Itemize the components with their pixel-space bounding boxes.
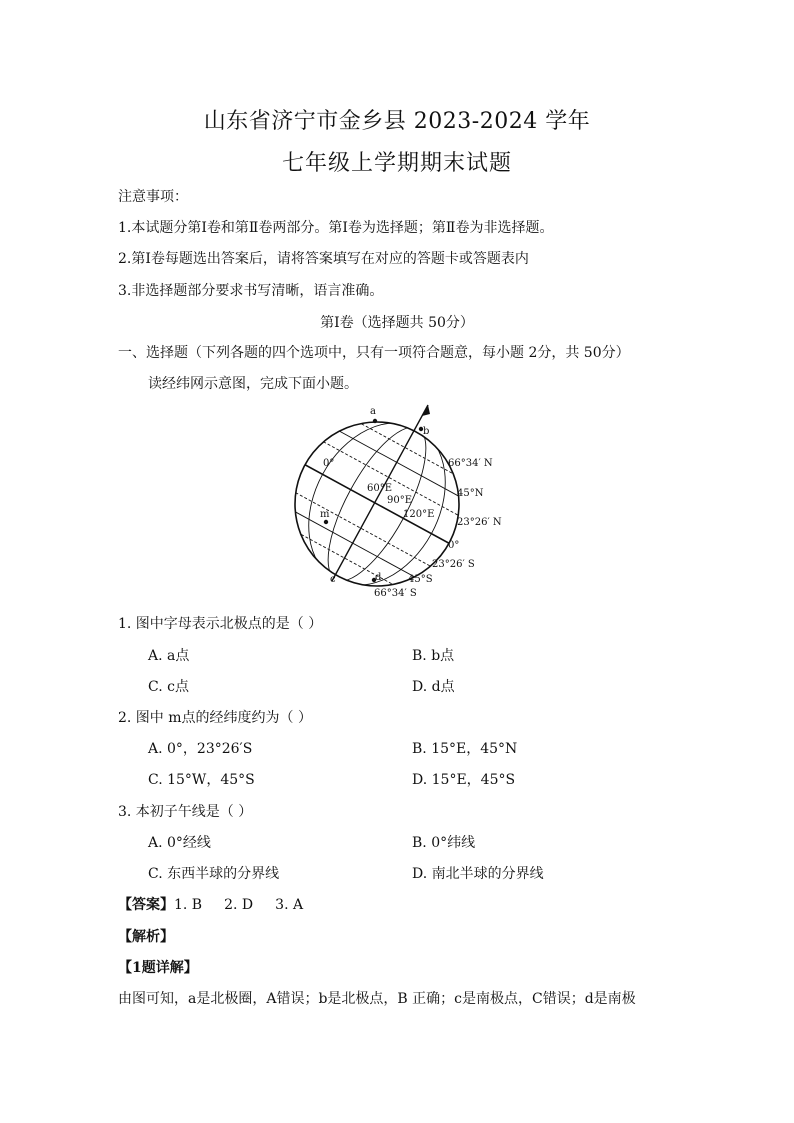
q1-option-b[interactable]: B. b点 bbox=[412, 648, 455, 664]
label-90e: 90°E bbox=[387, 495, 413, 506]
label-45s: 45°S bbox=[408, 574, 433, 585]
point-m bbox=[324, 520, 328, 524]
q2-option-b[interactable]: B. 15°E，45°N bbox=[412, 741, 518, 757]
label-d: d bbox=[375, 572, 382, 583]
label-a: a bbox=[370, 406, 376, 417]
q2-option-a[interactable]: A. 0°，23°26′S bbox=[148, 741, 253, 757]
label-equator: 0° bbox=[448, 540, 460, 551]
label-60e: 60°E bbox=[367, 483, 393, 494]
note-item-3: 3.非选择题部分要求书写清晰，语言准确。 bbox=[118, 283, 384, 299]
point-a bbox=[373, 419, 377, 423]
note-item-1: 1.本试题分第Ⅰ卷和第Ⅱ卷两部分。第Ⅰ卷为选择题；第Ⅱ卷为非选择题。 bbox=[118, 220, 554, 236]
question-3-stem: 3. 本初子午线是（ ） bbox=[118, 804, 253, 820]
question-2-stem: 2. 图中 m点的经纬度约为（ ） bbox=[118, 710, 312, 726]
q1-option-d[interactable]: D. d点 bbox=[412, 679, 455, 695]
axis-arrow bbox=[422, 405, 430, 416]
label-b: b bbox=[423, 426, 430, 437]
q2-option-c[interactable]: C. 15°W，45°S bbox=[148, 772, 255, 788]
label-c: c bbox=[330, 574, 336, 585]
analysis-sub-heading: 【1题详解】 bbox=[118, 960, 198, 976]
label-0-meridian: 0° bbox=[323, 458, 335, 469]
answer-line bbox=[118, 894, 325, 914]
q3-option-a[interactable]: A. 0°经线 bbox=[148, 835, 211, 851]
label-m: m bbox=[320, 509, 330, 520]
section-title: 第Ⅰ卷（选择题共 50分） bbox=[320, 315, 474, 331]
part-heading: 一、选择题（下列各题的四个选项中，只有一项符合题意，每小题 2分，共 50分） bbox=[118, 345, 630, 361]
answer-label: 【答案】 bbox=[118, 897, 174, 913]
analysis-heading: 【解析】 bbox=[118, 929, 174, 945]
q3-option-b[interactable]: B. 0°纬线 bbox=[412, 835, 476, 851]
notes-heading: 注意事项： bbox=[118, 189, 188, 205]
q2-option-d[interactable]: D. 15°E，45°S bbox=[412, 772, 516, 788]
q3-option-d[interactable]: D. 南北半球的分界线 bbox=[412, 866, 544, 882]
label-2326n: 23°26′ N bbox=[457, 517, 502, 528]
label-6634s: 66°34′ S bbox=[374, 588, 417, 599]
note-item-2: 2.第Ⅰ卷每题选出答案后，请将答案填写在对应的答题卡或答题表内 bbox=[118, 251, 529, 267]
analysis-text: 由图可知，a是北极圈，A错误；b是北极点，B 正确；c是南极点，C错误；d是南极 bbox=[118, 991, 636, 1007]
answer-item-1: 1. B bbox=[174, 897, 203, 913]
label-2326s: 23°26′ S bbox=[432, 559, 475, 570]
label-45n: 45°N bbox=[457, 488, 484, 499]
answer-item-3: 3. A bbox=[275, 897, 304, 913]
label-6634n: 66°34′ N bbox=[448, 458, 493, 469]
document-title-line2: 七年级上学期期末试题 bbox=[281, 151, 512, 176]
q3-option-c[interactable]: C. 东西半球的分界线 bbox=[148, 866, 280, 882]
question-1-stem: 1. 图中字母表示北极点的是（ ） bbox=[118, 616, 323, 632]
q1-option-a[interactable]: A. a点 bbox=[148, 648, 190, 664]
graticule-figure bbox=[280, 400, 520, 605]
instruction: 读经纬网示意图，完成下面小题。 bbox=[148, 376, 358, 392]
answer-item-2: 2. D bbox=[224, 897, 254, 913]
label-120e: 120°E bbox=[403, 509, 435, 520]
q1-option-c[interactable]: C. c点 bbox=[148, 679, 189, 695]
parallel-6634n bbox=[322, 402, 498, 498]
document-title-line1: 山东省济宁市金乡县 2023-2024 学年 bbox=[203, 109, 591, 134]
